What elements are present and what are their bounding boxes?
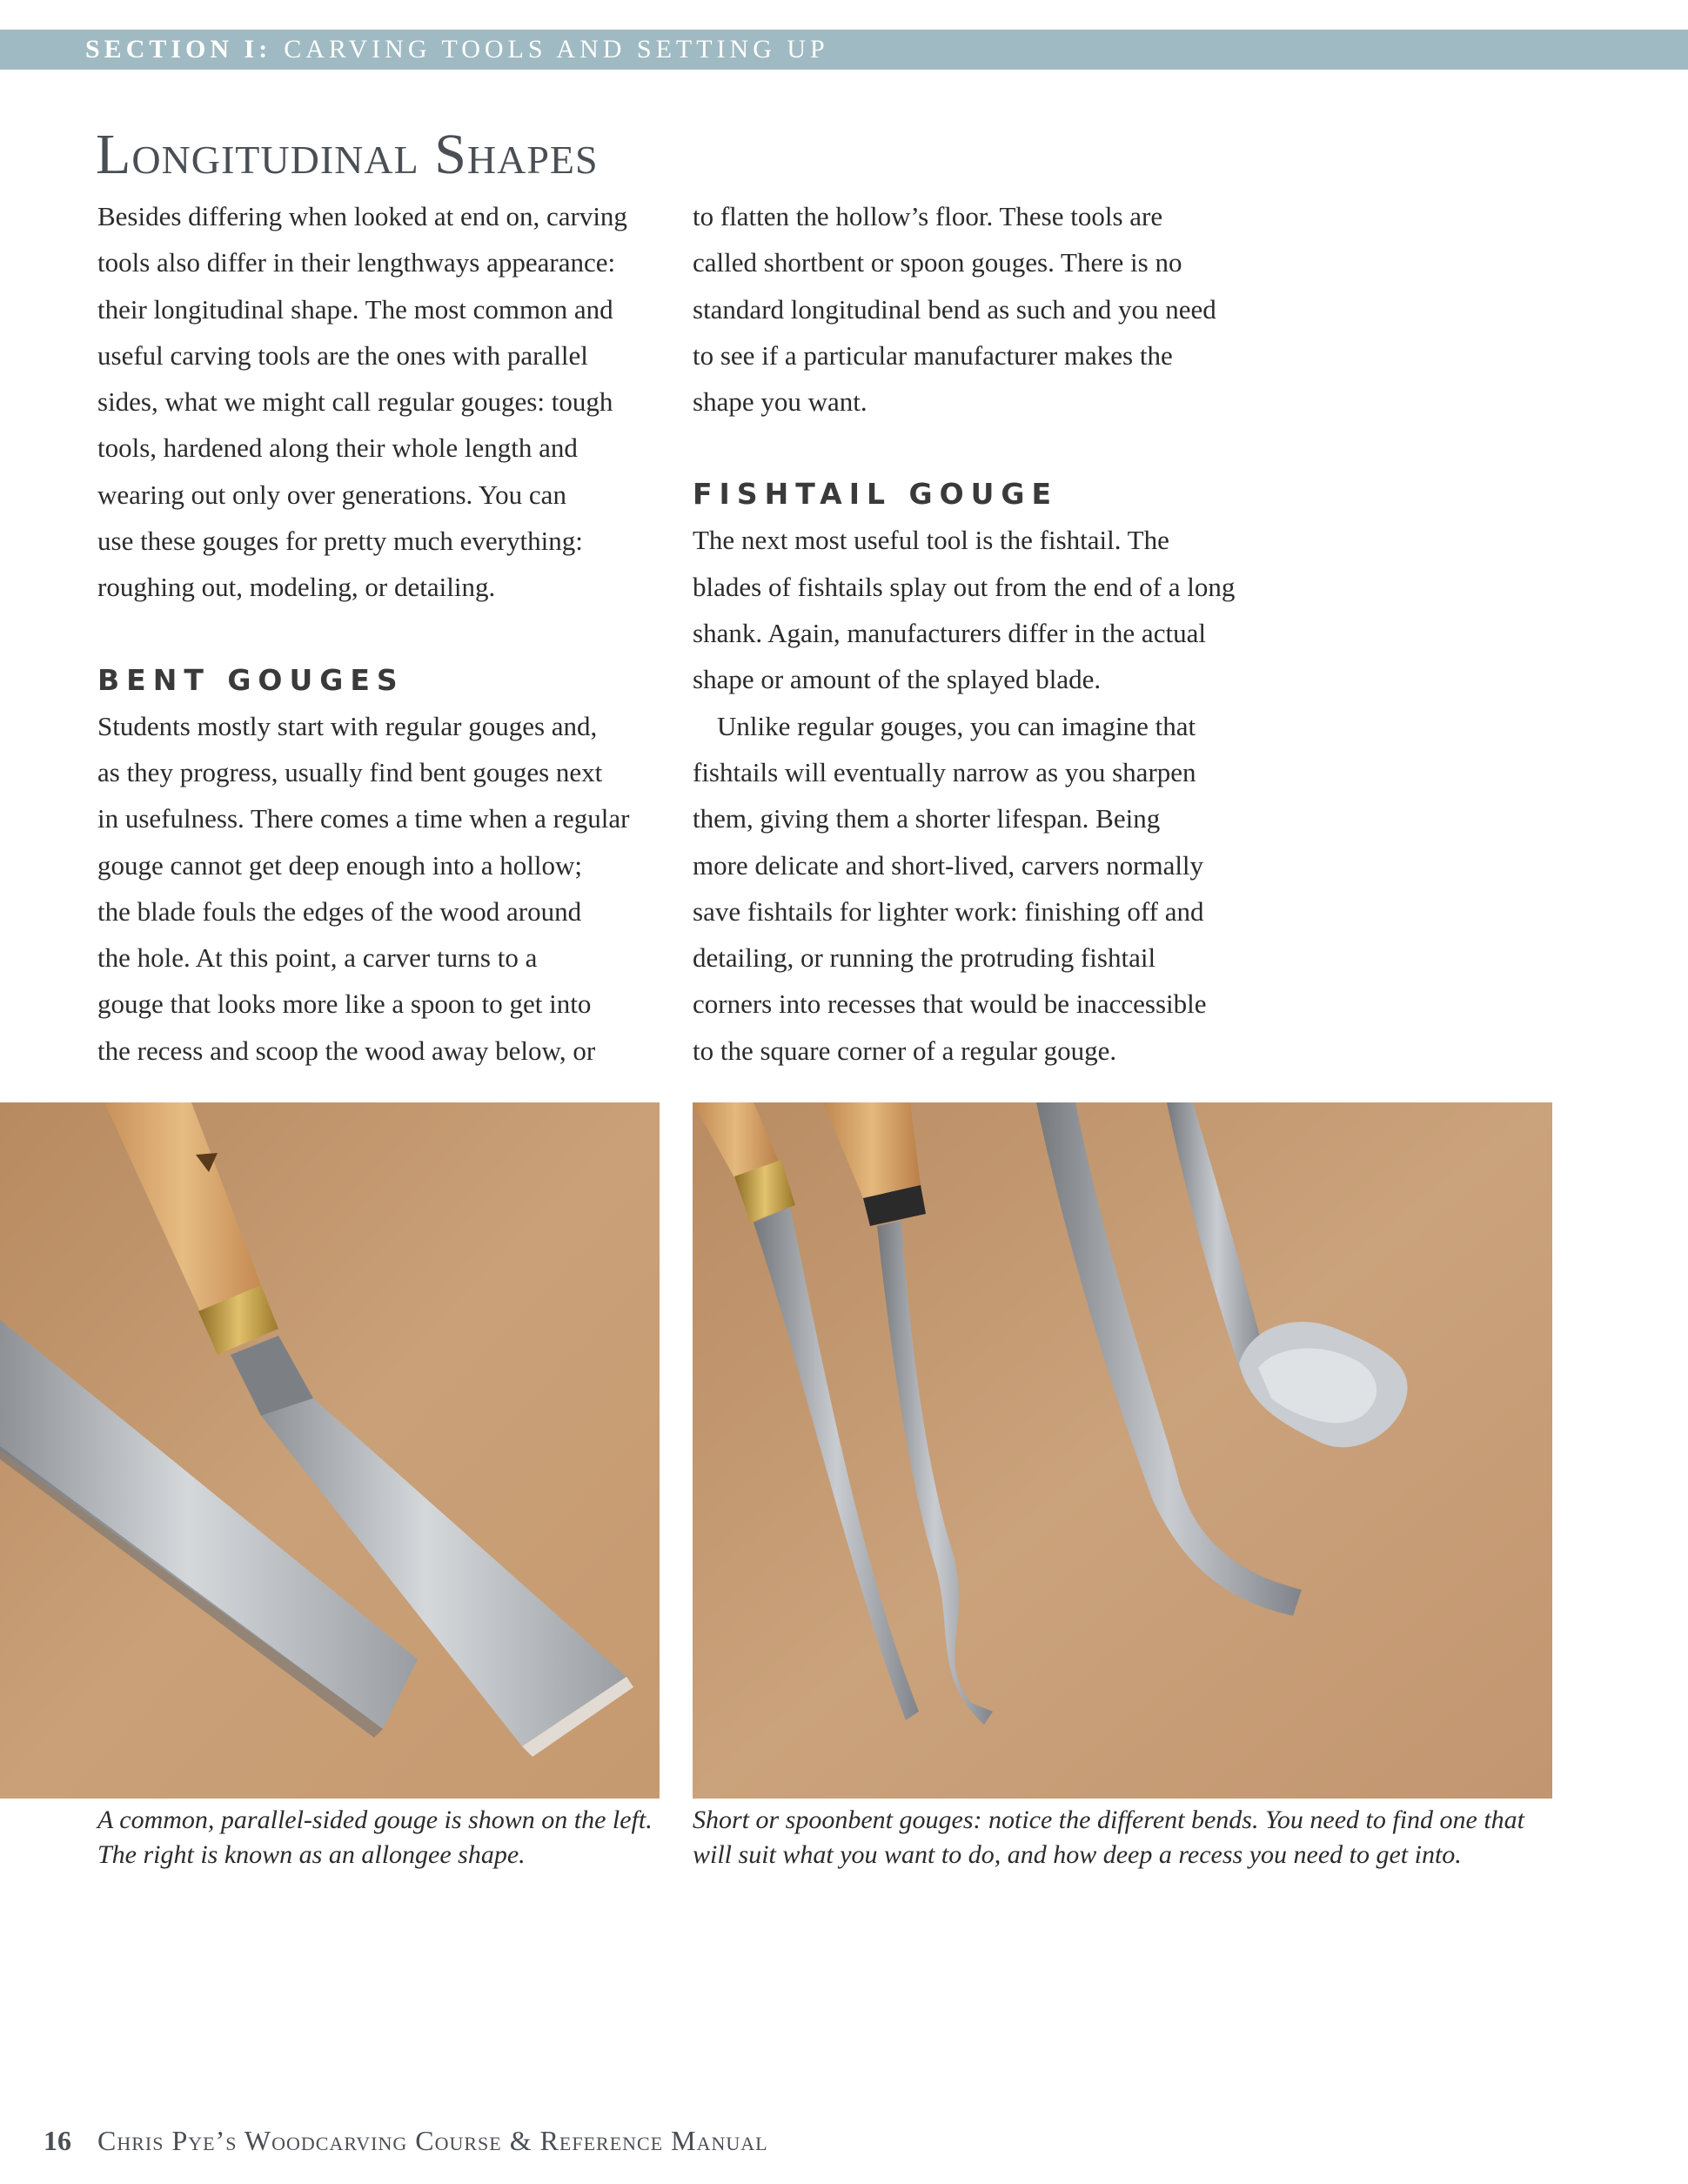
text-line: to flatten the hollow’s floor. These tools are <box>693 201 1163 231</box>
text-line: as they progress, usually find bent gouges next <box>97 756 603 787</box>
text-line: useful carving tools are the ones with parallel <box>97 339 588 371</box>
caption-line: A common, parallel-sided gouge is shown on the left. <box>97 1805 653 1834</box>
bent-gouges-paragraph <box>97 703 707 1074</box>
text-line: their longitudinal shape. The most common and <box>97 293 613 325</box>
caption-right <box>693 1803 1563 1872</box>
section-label: SECTION I: <box>85 35 272 64</box>
page-number: 16 <box>44 2125 71 2156</box>
spoon-gouges-illustration <box>693 1102 1552 1799</box>
book-title: Chris Pye’s Woodcarving Course & Reference Manual <box>97 2125 768 2156</box>
text-line: shape you want. <box>693 386 867 418</box>
text-line: more delicate and short-lived, carvers normally <box>693 849 1204 881</box>
text-line: blades of fishtails splay out from the end of a long <box>693 571 1236 602</box>
text-line: shape or amount of the splayed blade. <box>693 664 1102 695</box>
text-line: roughing out, modeling, or detailing. <box>97 572 496 603</box>
bent-gouges-heading: BENT GOUGES <box>97 662 405 697</box>
right-column <box>693 193 1302 1074</box>
text-line: to see if a particular manufacturer makes the <box>693 339 1173 371</box>
text-line: the recess and scoop the wood away below, or <box>97 1035 596 1066</box>
paragraph-gap <box>693 425 1302 471</box>
page-title: Longitudinal Shapes <box>96 123 599 186</box>
page-footer <box>44 2125 768 2157</box>
text-line: Besides differing when looked at end on, carving <box>97 201 627 231</box>
text-line: tools, hardened along their whole length and <box>97 432 578 464</box>
photo-spoonbent-gouges <box>693 1102 1552 1799</box>
text-line: gouge that looks more like a spoon to get into <box>97 988 592 1020</box>
caption-line: The right is known as an allongee shape. <box>97 1840 526 1869</box>
text-line: gouge cannot get deep enough into a hollow; <box>97 849 583 881</box>
text-line: Unlike regular gouges, you can imagine that <box>717 710 1196 741</box>
text-line: the blade fouls the edges of the wood around <box>97 895 582 927</box>
caption-line: will suit what you want to do, and how deep a recess you need to get into. <box>693 1840 1462 1869</box>
text-line: fishtails will eventually narrow as you sharpen <box>693 756 1196 787</box>
fishtail-paragraph <box>693 517 1302 702</box>
text-line: use these gouges for pretty much everything: <box>97 526 583 557</box>
paragraph-gap <box>97 611 707 657</box>
fishtail-paragraph-2 <box>693 703 1302 1074</box>
caption-left <box>97 1803 672 1872</box>
text-line: in usefulness. There comes a time when a regular <box>97 803 630 834</box>
section-header-bar <box>0 30 1688 70</box>
section-title: CARVING TOOLS AND SETTING UP <box>284 35 829 64</box>
text-line: standard longitudinal bend as such and you need <box>693 293 1216 325</box>
text-line: save fishtails for lighter work: finishing off and <box>693 895 1204 927</box>
photo-parallel-and-allongee-gouges <box>0 1102 660 1799</box>
text-line: The next most useful tool is the fishtail. The <box>693 525 1169 556</box>
text-line: corners into recesses that would be inaccessible <box>693 988 1207 1020</box>
left-column <box>97 193 707 1074</box>
continuation-paragraph <box>693 193 1302 425</box>
text-line: detailing, or running the protruding fishtail <box>693 942 1156 974</box>
caption-line: Short or spoonbent gouges: notice the different bends. You need to find one that <box>693 1805 1525 1834</box>
text-line: tools also differ in their lengthways appearance: <box>97 247 616 278</box>
text-line: sides, what we might call regular gouges: tough <box>97 386 613 418</box>
text-line: to the square corner of a regular gouge. <box>693 1035 1117 1066</box>
gouges-illustration <box>0 1102 660 1799</box>
intro-paragraph <box>97 193 707 611</box>
text-line: the hole. At this point, a carver turns to a <box>97 942 538 974</box>
text-line: them, giving them a shorter lifespan. Being <box>693 803 1161 834</box>
text-line: called shortbent or spoon gouges. There is no <box>693 247 1182 278</box>
text-line: Students mostly start with regular gouges and, <box>97 710 598 741</box>
text-line: shank. Again, manufacturers differ in the actual <box>693 618 1206 649</box>
text-line: wearing out only over generations. You can <box>97 479 566 510</box>
fishtail-gouge-heading: FISHTAIL GOUGE <box>693 477 1059 512</box>
